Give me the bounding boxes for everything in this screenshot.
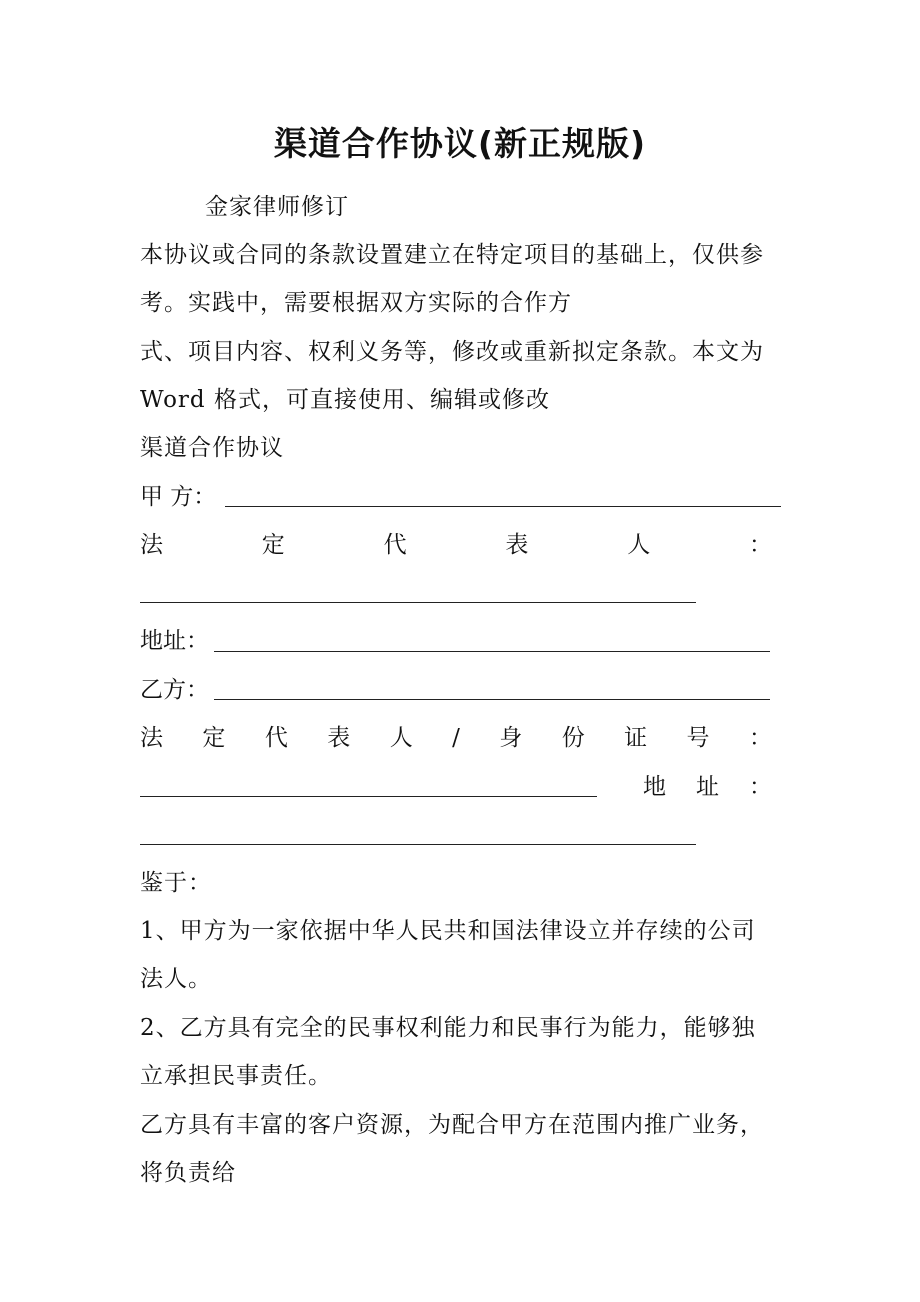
intro-line-1: 本协议或合同的条款设置建立在特定项目的基础上，仅供参 <box>140 242 764 268</box>
party-a-representative-blank <box>140 602 696 603</box>
rep-char: 份 <box>561 725 585 751</box>
intro-line-4: Word 格式，可直接使用、编辑或修改 <box>140 387 550 413</box>
rep-char: ： <box>748 725 772 751</box>
party-b-label: 乙方： <box>140 677 209 703</box>
clause-line-2: 法人。 <box>140 966 212 992</box>
rep-char: / <box>452 725 460 751</box>
address-char: 址 <box>696 774 719 800</box>
party-b-representative-label <box>140 723 772 753</box>
party-b-blank <box>214 699 770 700</box>
clause-line-3: 2、乙方具有完全的民事权利能力和民事行为能力，能够独 <box>140 1015 756 1041</box>
rep-char: 表 <box>327 725 351 751</box>
rep-char: 身 <box>499 725 523 751</box>
rep-char: 人 <box>389 725 413 751</box>
rep-char: 人 <box>627 532 651 558</box>
rep-char: 证 <box>624 725 648 751</box>
party-a-address-blank <box>214 651 770 652</box>
party-b-address-blank <box>140 844 696 845</box>
clause-line-6: 将负责给 <box>140 1160 236 1186</box>
rep-char: 定 <box>261 532 285 558</box>
rep-char: 定 <box>202 725 226 751</box>
document-title: 渠道合作协议(新正规版) <box>273 124 647 163</box>
rep-char: 法 <box>140 532 163 558</box>
rep-char: 表 <box>505 532 529 558</box>
agreement-subtitle: 渠道合作协议 <box>140 435 284 461</box>
address-char: ： <box>749 774 772 800</box>
party-a-representative-label <box>140 530 772 560</box>
party-a-blank <box>225 506 781 507</box>
clause-line-1: 1、甲方为一家依据中华人民共和国法律设立并存续的公司 <box>140 918 756 944</box>
whereas-heading: 鉴于： <box>140 870 212 896</box>
rep-char: ： <box>748 532 772 558</box>
intro-line-2: 考。实践中，需要根据双方实际的合作方 <box>140 290 572 316</box>
intro-line-3: 式、项目内容、权利义务等，修改或重新拟定条款。本文为 <box>140 339 764 365</box>
clause-line-4: 立承担民事责任。 <box>140 1063 332 1089</box>
reviser-note: 金家律师修订 <box>205 194 349 220</box>
party-a-label: 甲 方： <box>140 484 217 510</box>
rep-char: 代 <box>264 725 288 751</box>
party-a-address-label: 地址： <box>140 628 209 654</box>
address-char: 地 <box>643 774 666 800</box>
rep-char: 代 <box>383 532 407 558</box>
rep-char: 号 <box>686 725 710 751</box>
rep-char: 法 <box>140 725 163 751</box>
clause-line-5: 乙方具有丰富的客户资源，为配合甲方在范围内推广业务， <box>140 1112 764 1138</box>
party-b-address-label <box>643 772 772 802</box>
party-b-representative-blank <box>140 796 597 797</box>
